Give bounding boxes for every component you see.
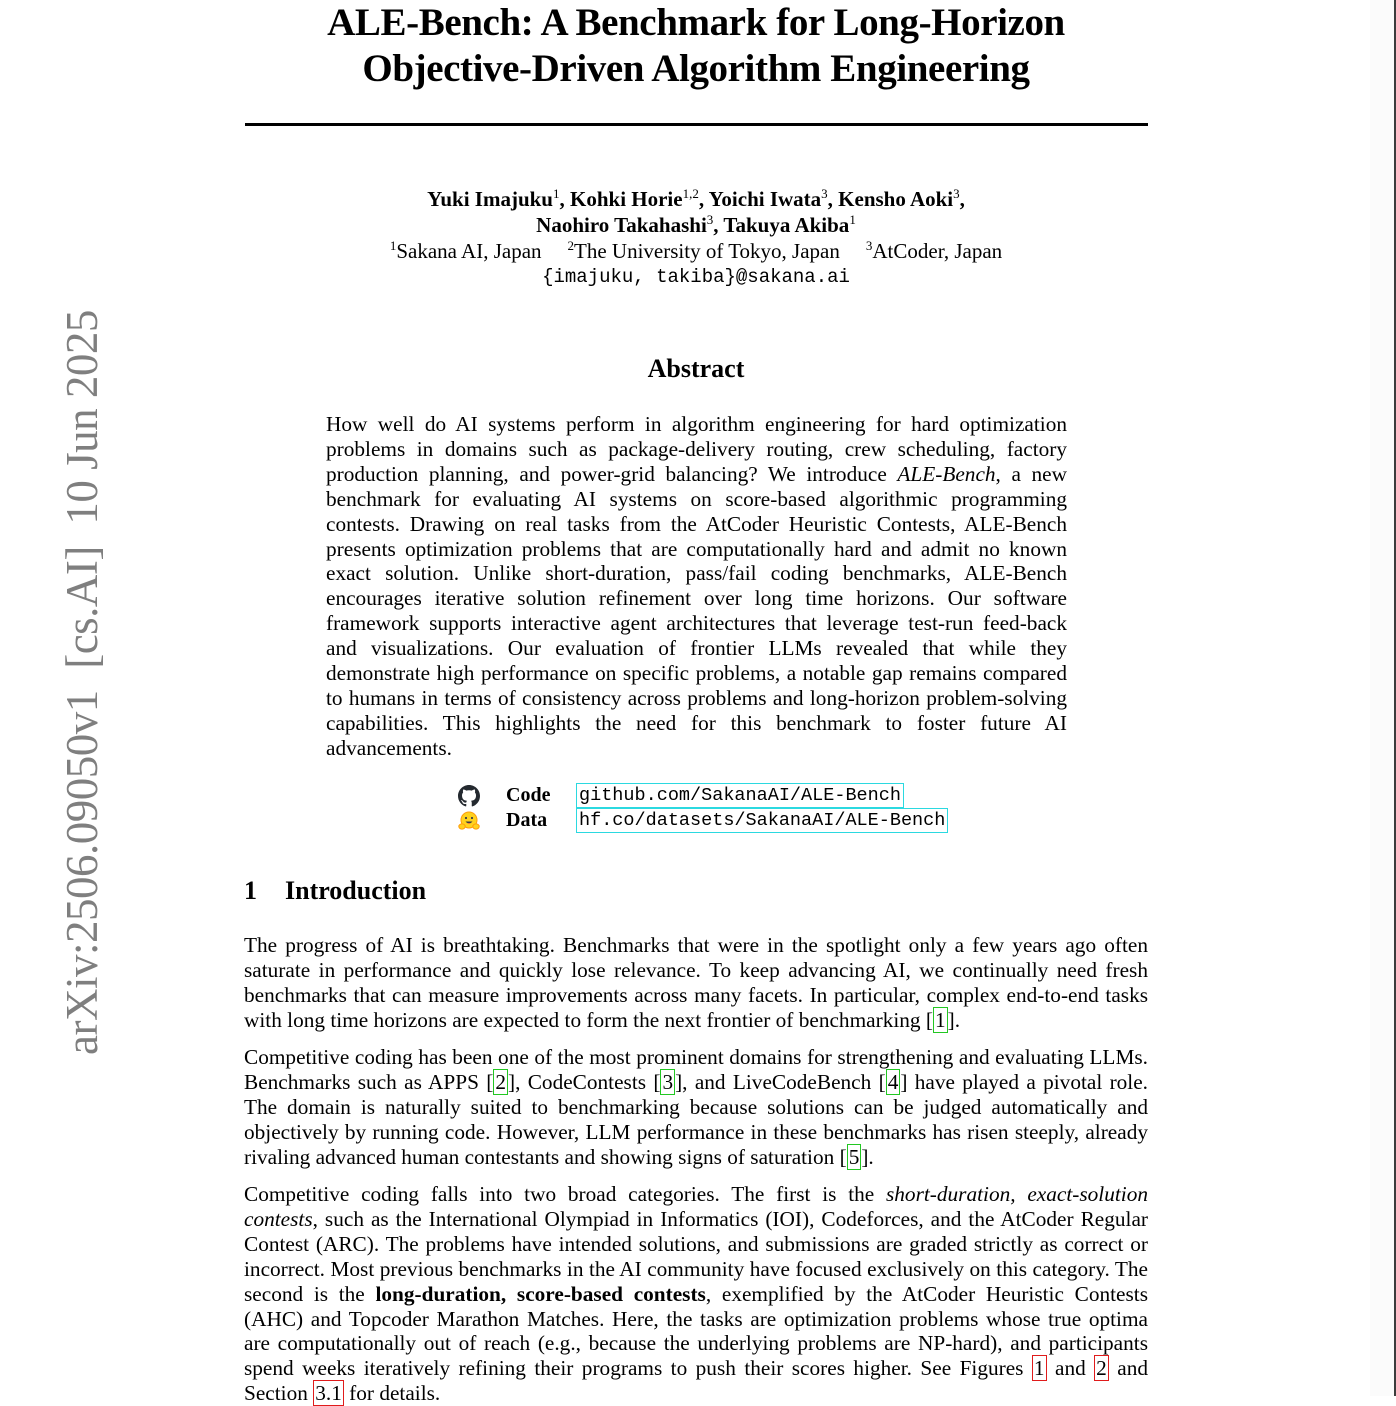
citation-link[interactable]: 3 [662,1069,674,1094]
paragraph-text: ], CodeContests [ [507,1069,661,1094]
figure-reference-link[interactable]: 1 [1033,1356,1045,1381]
abstract-text-part: , a new benchmark for evaluating AI systems on score-based algorithmic programming contests. Drawing on real tasks from the AtCoder Heuristic Contests, ALE-Bench presents optimization problems that are computationally hard and admit no known exact solution. Unlike short-duration, pass/fail coding benchmarks, ALE-Bench encourages iterative solution refinement over long time horizons. Our software framework supports interactive agent architectures that leverage test-run feed-back and visualizations. Our evaluation of frontier LLMs revealed that while they demonstrate high performance on specific problems, a notable gap remains compared to humans in terms of consistency across problems and long-horizon problem-solving capabilities. This highlights the need for this benchmark to foster future AI advancements. [326,461,1067,760]
paragraph-text: for details. [343,1381,441,1406]
paper-title [244,0,1148,92]
abstract-heading: Abstract [647,354,745,383]
paragraph-text: ]. [861,1144,874,1169]
paragraph-text: and Section [244,1356,1149,1406]
bold-text: long-duration, score-based contests [375,1281,706,1306]
paragraph-text: , such as the International Olympiad in Informatics (IOI), Codeforces, and the AtCoder Regular Contest (ARC). The problems have intended solutions, and submissions are graded strictly as correct or incorrect. Most previous benchmarks in the AI community have focused exclusively on this category. The second is the [244,1206,1148,1306]
data-link-row [456,808,948,833]
title-line-2: Objective-Driven Algorithm Engineering [362,47,1030,90]
paragraph-text: ] have played a pivotal role. The domain is naturally suited to benchmarking because solutions can be judged automatically and objectively by running code. However, LLM performance in these benchmarks has risen steeply, already rivaling advanced human contestants and showing signs of saturation [ [244,1069,1149,1169]
paragraph-text: , exemplified by the AtCoder Heuristic Contests (AHC) and Topcoder Marathon Matches. Here, the tasks are optimization problems whose true optima are computationally out of reach (e.g., because the underlying problems are NP-hard), and participants spend weeks iteratively refining their programs to push their scores higher. See Figures [244,1281,1148,1381]
section-reference-link[interactable]: 3.1 [315,1381,342,1406]
affiliation: AtCoder, Japan [872,239,1003,263]
paragraph-text: Competitive coding has been one of the most prominent domains for strengthening and evaluating LLMs. Benchmarks such as APPS [ [244,1045,1148,1094]
title-rule [245,123,1148,126]
citation-link[interactable]: 5 [848,1144,860,1169]
author-block [244,186,1148,290]
paragraph-text: The progress of AI is breathtaking. Benchmarks that were in the spotlight only a few years ago often saturate in performance and quickly lose relevance. To keep advancing AI, we continually need fresh benchmarks that can measure improvements across many facets. In particular, complex end-to-end tasks with long time horizons are expected to form the next frontier of benchmarking [ [244,933,1148,1032]
intro-paragraph-2 [244,1045,1148,1170]
code-link-row [456,783,948,808]
abstract-text-part: How well do AI systems perform in algorithm engineering for hard optimization problems in domains such as package-delivery routing, crew scheduling, factory production planning, and power-grid balancing? We introduce [326,412,1067,486]
author-names-line-2: Naohiro Takahashi$^3$, Takuya Akiba$^1$ [536,212,856,237]
paragraph-text: ]. [947,1007,961,1032]
citation-link[interactable]: 4 [887,1069,899,1094]
author: Yoichi Iwata [708,187,822,211]
author: Naohiro Takahashi [536,213,707,237]
huggingface-icon [456,810,482,832]
affiliation-mark: 1,2 [682,186,699,201]
data-url-link[interactable]: hf.co/datasets/SakanaAI/ALE-Bench [576,808,948,833]
affiliation-mark: 3 [953,186,960,201]
github-icon [456,785,482,807]
resource-links [456,783,948,833]
affiliation-number: 1 [389,238,397,253]
affiliation-mark: 1 [849,212,856,227]
paragraph-text: and [1046,1356,1095,1381]
arxiv-identifier: arXiv:2506.09050v1 [cs.AI] 10 Jun 2025 [57,310,107,1055]
section-number: 1 [244,876,257,905]
title-line-1: ALE-Bench: A Benchmark for Long-Horizon [327,1,1065,44]
paragraph-text: Competitive coding falls into two broad categories. The first is the [244,1182,886,1206]
code-url-link[interactable]: github.com/SakanaAI/ALE-Bench [576,783,904,808]
citation-link[interactable]: 2 [495,1069,506,1094]
author: Takuya Akiba [723,213,850,237]
emphasis-text: short-duration, exact-solution contests [244,1182,1149,1231]
author: Kensho Aoki [838,187,954,211]
affiliation: The University of Tokyo, Japan [574,239,840,263]
affiliation-mark: 3 [706,212,714,227]
figure-reference-link[interactable]: 2 [1096,1356,1107,1381]
page-edge-shade [1370,0,1394,1396]
section-title: Introduction [285,876,427,905]
affiliation-number: 2 [567,238,575,253]
intro-paragraph-1 [244,933,1148,1033]
benchmark-name: ALE-Bench [897,461,996,486]
affiliations [244,238,1148,264]
author: Kohki Horie [570,187,683,211]
intro-paragraph-3 [244,1182,1148,1406]
affiliation-number: 3 [865,238,873,253]
data-label: Data [506,809,548,831]
section-heading-introduction [244,876,426,906]
affiliation-mark: 1 [553,186,560,201]
author-names-line-1: Yuki Imajuku$^1$, Kohki Horie$^{1,2}$, Yoichi Iwata$^3$, Kensho Aoki$^3$, [427,186,965,211]
paragraph-text: ], and LiveCodeBench [ [675,1069,886,1094]
affiliation-mark: 3 [821,186,828,201]
affiliation: Sakana AI, Japan [396,239,542,263]
contact-email: {imajuku, takiba}@sakana.ai [542,266,850,288]
author: Yuki Imajuku [427,187,553,211]
code-label: Code [506,784,551,806]
abstract-text [326,412,1067,761]
citation-link[interactable]: 1 [934,1007,946,1032]
